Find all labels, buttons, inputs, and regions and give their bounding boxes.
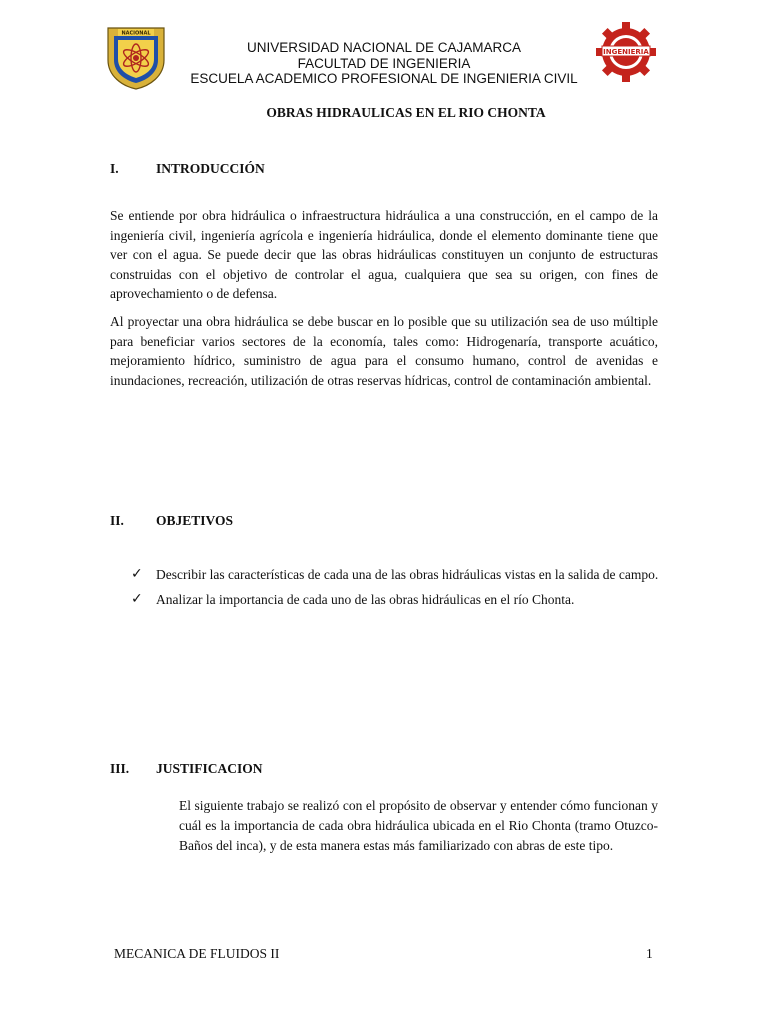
seal-lettering: NACIONAL xyxy=(121,30,151,37)
section-title: OBJETIVOS xyxy=(156,513,234,528)
engineering-gear-logo xyxy=(594,20,658,84)
checkmark-icon: ✓ xyxy=(131,566,143,582)
objective-text: Analizar la importancia de cada uno de las obras hidráulicas en el río Chonta. xyxy=(156,592,575,607)
objectives-list xyxy=(131,562,671,612)
section-number: I. xyxy=(110,161,119,176)
section-heading-objetivos xyxy=(110,513,233,529)
gear-lettering: INGENIERIA xyxy=(603,47,649,56)
footer-course-name: MECANICA DE FLUIDOS II xyxy=(114,946,280,961)
faculty-name: FACULTAD DE INGENIERIA xyxy=(297,55,471,71)
intro-paragraph-2: Al proyectar una obra hidráulica se debe buscar en lo posible que su utilización sea de uso múltiple para beneficiar varios sectores de la economía, tales como: Hidrogenaría, transporte acuático, mejoramiento hídrico, suministro de agua para el consumo humano, control de avenidas e inundaciones, recreación, utilización de otras reservas hídricas, control de contaminación ambiental. xyxy=(110,314,658,388)
intro-paragraph-1: Se entiende por obra hidráulica o infraestructura hidráulica a una construcción, en el campo de la ingeniería civil, ingeniería agrícola e ingeniería hidráulica, donde el elemento dominante tiene que ver con el agua. Se puede decir que las obras hidráulicas constituyen un conjunto de estructuras construidas con el objetivo de controlar el agua, cualquiera que sea su origen, con fines de aprovechamiento o de defensa. xyxy=(110,208,658,302)
school-name: ESCUELA ACADEMICO PROFESIONAL DE INGENIERIA CIVIL xyxy=(190,71,578,86)
section-number: II. xyxy=(110,513,124,528)
objective-text: Describir las características de cada una de las obras hidráulicas vistas en la salida de campo. xyxy=(156,567,659,582)
checkmark-icon: ✓ xyxy=(131,591,143,607)
section-title: INTRODUCCIÓN xyxy=(156,161,265,176)
section-heading-justificacion xyxy=(110,761,263,777)
section-number: III. xyxy=(110,761,130,776)
university-name: UNIVERSIDAD NACIONAL DE CAJAMARCA xyxy=(246,40,522,55)
section-heading-introduccion xyxy=(110,161,265,177)
document-title: OBRAS HIDRAULICAS EN EL RIO CHONTA xyxy=(266,105,546,120)
page-number: 1 xyxy=(646,946,653,961)
list-item xyxy=(131,562,671,587)
section-title: JUSTIFICACION xyxy=(156,761,263,776)
justification-paragraph: El siguiente trabajo se realizó con el propósito de observar y entender cómo funcionan y cuál es la importancia de cada obra hidráulica ubicada en el Rio Chonta (tramo Otuzco-Baños del inca), y de esta manera estas más familiarizado con abras de este tipo. xyxy=(179,798,658,854)
university-header xyxy=(170,40,598,87)
list-item xyxy=(131,587,671,612)
university-seal-logo xyxy=(104,26,168,90)
